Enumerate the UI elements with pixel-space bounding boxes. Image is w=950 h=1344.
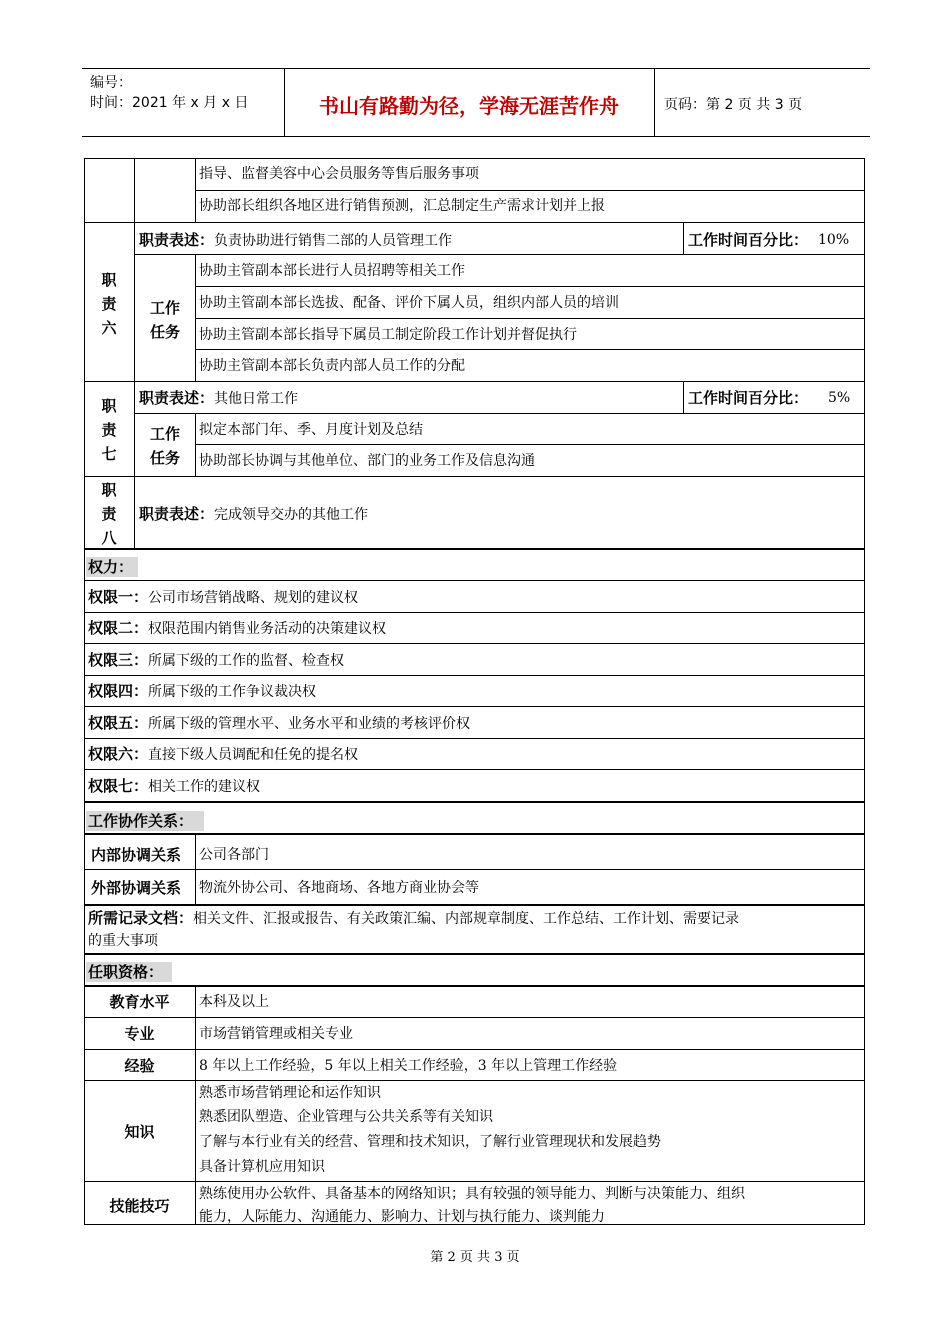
duty-task: 协助部长组织各地区进行销售预测，汇总制定生产需求计划并上报 (199, 198, 605, 214)
table-rule (84, 769, 865, 770)
duty8-title: 职 责 八 (101, 481, 117, 547)
duty8-desc: 职责表述：完成领导交办的其他工作 (139, 505, 369, 523)
table-rule (84, 738, 865, 739)
table-rule (195, 444, 865, 445)
table-rule (84, 643, 865, 644)
table-rule (84, 1181, 865, 1182)
power-item: 权限一：公司市场营销战略、规划的建议权 (88, 588, 359, 606)
power-item: 权限四：所属下级的工作争议裁决权 (88, 682, 317, 700)
experience-label: 经验 (124, 1057, 155, 1075)
header-motto: 书山有路勤为径，学海无涯苦作舟 (319, 94, 619, 118)
major-label: 专业 (124, 1025, 155, 1043)
header-divider (654, 68, 655, 136)
experience-value: 8 年以上工作经验，5 年以上相关工作经验，3 年以上管理工作经验 (199, 1058, 618, 1074)
power-item: 权限七：相关工作的建议权 (88, 777, 261, 795)
duty6-desc: 职责表述：负责协助进行销售二部的人员管理工作 (139, 231, 453, 249)
table-rule (84, 869, 865, 870)
table-rule (84, 675, 865, 676)
page-footer: 第 2 页 共 3 页 (430, 1250, 520, 1265)
table-rule (84, 381, 865, 382)
table-rule (84, 801, 865, 803)
table-rule (683, 381, 684, 413)
duty6-time-value: 10% (818, 232, 850, 248)
records-line2: 的重大事项 (88, 933, 158, 949)
qualification-heading: 任职资格： (88, 963, 164, 981)
records-line1: 所需记录文档：相关文件、汇报或报告、有关政策汇编、内部规章制度、工作总结、工作计划、需要记录 (88, 909, 740, 927)
header-top-rule (82, 68, 870, 69)
table-rule (84, 580, 865, 581)
table-rule (84, 904, 865, 906)
table-rule (195, 190, 865, 191)
duty7-time-value: 5% (828, 390, 851, 406)
external-relations-label: 外部协调关系 (91, 879, 182, 897)
power-heading: 权力： (88, 558, 134, 576)
table-rule (195, 985, 196, 1225)
internal-relations: 公司各部门 (199, 847, 269, 863)
knowledge-label: 知识 (124, 1123, 155, 1141)
duty-task: 协助主管副本部长进行人员招聘等相关工作 (199, 263, 465, 279)
duty6-task-label: 工作 任务 (150, 299, 181, 341)
knowledge-item: 熟悉团队塑造、企业管理与公共关系等有关知识 (199, 1109, 493, 1125)
table-rule (84, 1017, 865, 1018)
internal-relations-label: 内部协调关系 (91, 846, 182, 864)
relations-heading: 工作协作关系： (88, 812, 194, 830)
table-rule (84, 953, 865, 955)
table-rule (84, 476, 865, 477)
duty7-time-label: 工作时间百分比： (688, 389, 809, 407)
table-rule (84, 612, 865, 613)
table-border (84, 158, 85, 226)
table-rule (683, 222, 684, 254)
table-rule (84, 548, 865, 550)
table-rule (84, 158, 865, 159)
skills-line: 熟练使用办公软件、具备基本的网络知识；具有较强的领导能力、判断与决策能力、组织 (199, 1186, 745, 1202)
doc-number-label: 编号： (90, 75, 132, 91)
page-indicator: 页码：第 2 页 共 3 页 (664, 97, 803, 113)
duty-task: 协助主管副本部长选拔、配备、评价下属人员，组织内部人员的培训 (199, 295, 619, 311)
power-item: 权限二：权限范围内销售业务活动的决策建议权 (88, 619, 387, 637)
external-relations: 物流外协公司、各地商场、各地方商业协会等 (199, 880, 479, 896)
table-rule (134, 254, 865, 255)
education-value: 本科及以上 (199, 994, 269, 1010)
table-rule (195, 318, 865, 319)
duty-task: 协助主管副本部长负责内部人员工作的分配 (199, 358, 465, 374)
duty-task: 指导、监督美容中心会员服务等售后服务事项 (199, 166, 479, 182)
duty6-time-label: 工作时间百分比： (688, 231, 809, 249)
power-item: 权限六：直接下级人员调配和任免的提名权 (88, 745, 359, 763)
knowledge-item: 了解与本行业有关的经营、管理和技术知识，了解行业管理现状和发展趋势 (199, 1134, 661, 1150)
table-rule (134, 413, 865, 414)
table-rule (84, 706, 865, 707)
table-rule (84, 833, 865, 835)
table-rule (84, 985, 865, 987)
duty7-desc: 职责表述：其他日常工作 (139, 389, 299, 407)
duty-task: 拟定本部门年、季、月度计划及总结 (199, 422, 423, 438)
table-rule (195, 286, 865, 287)
power-item: 权限五：所属下级的管理水平、业务水平和业绩的考核评价权 (88, 714, 471, 732)
table-rule (84, 222, 865, 223)
skills-label: 技能技巧 (109, 1197, 170, 1215)
duty6-title: 职 责 六 (101, 271, 117, 337)
duty-task: 协助部长协调与其他单位、部门的业务工作及信息沟通 (199, 453, 535, 469)
table-rule (84, 1080, 865, 1081)
duty7-title: 职 责 七 (101, 397, 117, 463)
table-rule (84, 1049, 865, 1050)
skills-line: 能力，人际能力、沟通能力、影响力、计划与执行能力、谈判能力 (199, 1209, 605, 1225)
table-rule (134, 158, 135, 548)
major-value: 市场营销管理或相关专业 (199, 1026, 353, 1042)
knowledge-item: 熟悉市场营销理论和运作知识 (199, 1085, 381, 1101)
power-item: 权限三：所属下级的工作的监督、检查权 (88, 651, 345, 669)
duty7-task-label: 工作 任务 (150, 425, 181, 467)
duty-task: 协助主管副本部长指导下属员工制定阶段工作计划并督促执行 (199, 327, 577, 343)
table-rule (195, 349, 865, 350)
knowledge-item: 具备计算机应用知识 (199, 1159, 325, 1175)
header-bottom-rule (82, 136, 870, 137)
education-label: 教育水平 (109, 993, 170, 1011)
doc-date: 时间：2021 年 x 月 x 日 (90, 95, 249, 111)
